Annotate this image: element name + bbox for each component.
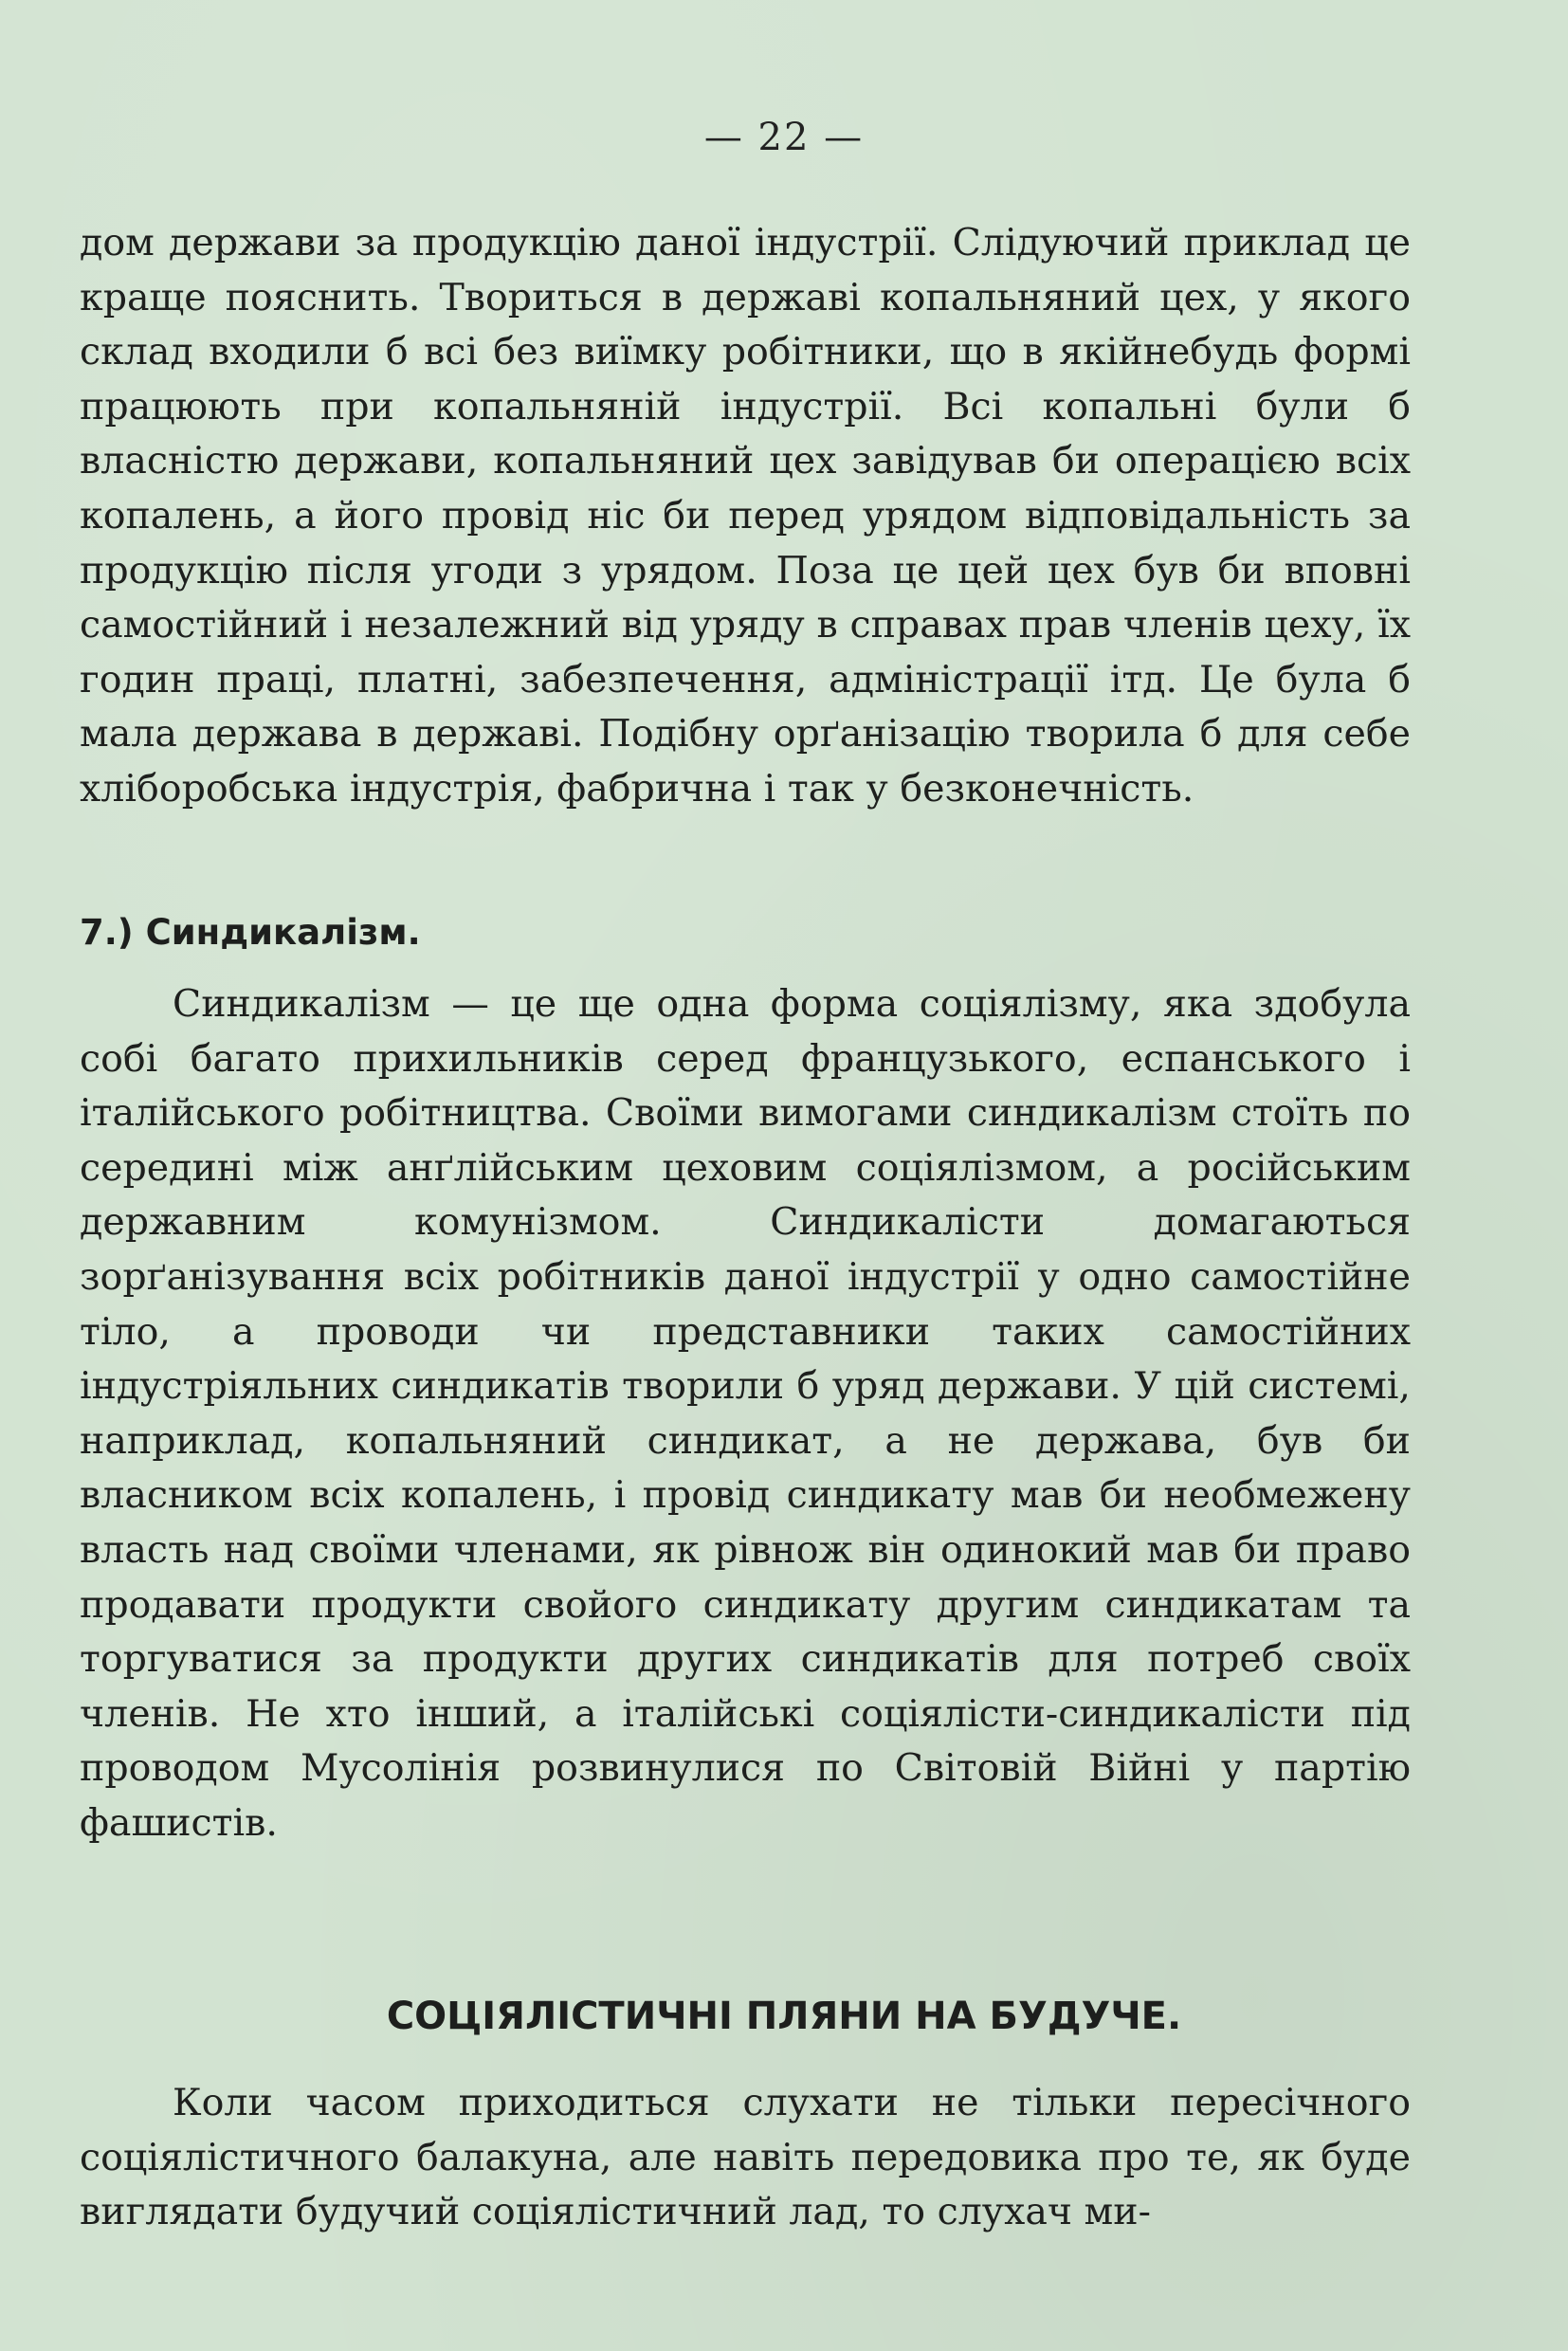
paragraph: Синдикалізм — це ще одна форма соціялізму, яка здобула собі багато прихильників серед французького, еспанського і італійського робітництва. Своїми вимогами синдикалізм стоїть по середині між анґлійським цеховим соціялізмом, а російським державним комунізмом. Синдикалісти домагаються зорґанізування всіх робітників даної індустрії у одно самостійне тіло, а проводи чи представники таких самостійних індустріяльних синдикатів творили б уряд держави. У цій системі, наприклад, копальняний синдикат, а не держава, був би власником всіх копалень, і провід синдикату мав би необмежену власть над своїми членами, як рівнож він одинокий мав би право продавати продукти свойого синдикату другим синдикатам та торгуватися за продукти других синдикатів для потреб своїх членів. Не хто інший, а італійські соціялісти-синдикалісти під проводом Мусолінія розвинулися по Світовій Війні у партію фашистів. bbox=[80, 982, 1411, 1845]
subsection-heading: 7.) Синдикалізм. bbox=[80, 912, 421, 953]
page-number: — 22 — bbox=[703, 116, 865, 159]
text-block-guild-socialism bbox=[80, 216, 1411, 817]
paragraph: дом держави за продукцію даної індустрії. Слідуючий приклад це краще пояснить. Твориться в державі копальняний цех, у якого склад входили б всі без виїмку робітники, що в якійнебудь формі працюють при копальняній індустрії. Всі копальні були б власністю держави, копальняний цех завідував би операцією всіх копалень, а його провід ніс би перед урядом відповідальність за продукцію після угоди з урядом. Поза це цей цех був би вповні самостійний і незалежний від уряду в справах прав членів цеху, їх годин праці, платні, забезпечення, адміністрації ітд. Це була б мала держава в державі. Подібну орґанізацію творила б для себе хліборобська індустрія, фабрична і так у безконечність. bbox=[80, 221, 1411, 811]
paragraph: Коли часом приходиться слухати не тільки пересічного соціялістичного балакуна, але навіть передовика про те, як буде виглядати будучий соціялістичний лад, то слухач ми- bbox=[80, 2081, 1411, 2234]
text-block-syndicalism bbox=[80, 977, 1411, 1851]
text-block-future-plans bbox=[80, 2076, 1411, 2240]
section-heading: СОЦІЯЛІСТИЧНІ ПЛЯНИ НА БУДУЧЕ. bbox=[386, 1995, 1182, 2038]
